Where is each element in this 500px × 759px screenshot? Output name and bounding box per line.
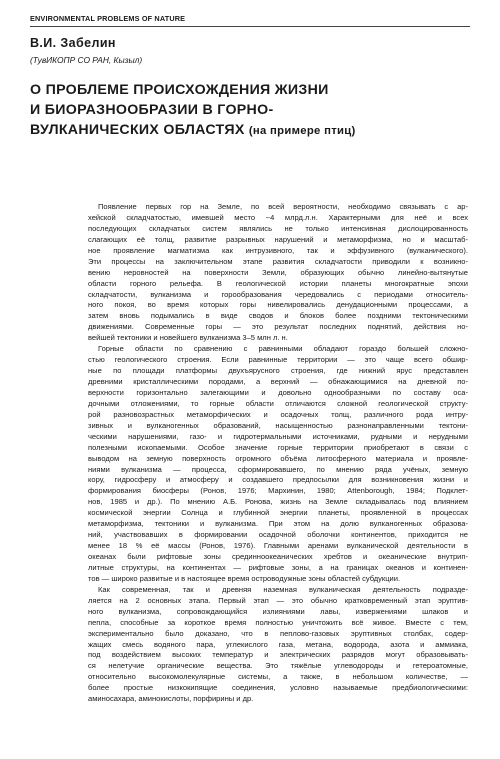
body-text-line: выводом на земную поверхность огромного объёма литосферного материала и проявле- — [88, 453, 468, 463]
body-text-line: метаморфизма, тектоники и вулканизма. При этом на долю вулканогенных образова- — [88, 519, 468, 529]
body-text-line: движениями. Современные горы — это результат последних поднятий, действия но- — [88, 322, 468, 332]
body-text-line: верхности горизонтально залегающими и довольно однообразными по составу оса- — [88, 387, 468, 397]
body-text-line: хейской складчатостью, имевшей место ~4 млрд.л.н. Характерными для неё и всех — [88, 212, 468, 222]
paragraph — [88, 202, 468, 344]
paragraph — [88, 344, 468, 585]
article-title — [30, 80, 475, 141]
author-affiliation: (ТувИКОПР СО РАН, Кызыл) — [30, 55, 143, 65]
title-line: И БИОРАЗНООБРАЗИИ В ГОРНО- — [30, 102, 274, 118]
body-text-line: затем вновь подымались в виде сводов и блоков более поздними тектоническими — [88, 311, 468, 321]
body-text-line: формирования биосферы (Ронов, 1976; Мархинин, 1980; Attenborough, 1984; Подклет- — [88, 486, 468, 496]
body-text-line: полезными ископаемыми. Особое значение горные территории приобретают в связи с — [88, 442, 468, 452]
body-text-line: рой разновозрастных метаморфических и осадочных толщ, различного рода интру- — [88, 409, 468, 419]
body-text-line: складчатости, вулканизма и горообразования чередовались с периодами относитель- — [88, 289, 468, 299]
body-text-line: Горные области по сравнению с равнинными обладают гораздо большей сложно- — [98, 344, 468, 354]
body-text-line: ний, участвовавших в формировании осадочной оболочки континентов, приходится не — [88, 530, 468, 540]
body-text-line: космической энергии Солнца и глубинной энергии планеты, проявленной в процессах — [88, 508, 468, 518]
body-text-line: под воздействием высоких температур и электрических разрядов могут образовывать- — [88, 650, 468, 660]
body-text-line: ного вулканизма, сопровождающийся излияниями лавы, извержениями шлаков и — [88, 606, 468, 616]
body-text-line: ниями вулканизма — процесса, сформировавшего, по мнению ряда учёных, земную — [88, 464, 468, 474]
body-text-line: океанах были рифтовые зоны срединноокеанических хребтов и океанические внутрип- — [88, 552, 468, 562]
body-text-line: относительно высокомолекулярные системы, а также, в небольшом количестве, — — [88, 672, 468, 682]
body-text-line: кору, гидросферу и атмосферу и создавшего предпосылки для возникновения жизни и — [88, 475, 468, 485]
body-text-line: аминосахара, аминокислоты, порфирины и др. — [88, 694, 254, 704]
body-text-line: более простые низкокипящие соединения, условно называемые предбиологическими: — [88, 683, 468, 693]
body-text-line: литные структуры, на континентах — рифтовые зоны, а на границах океанов и континен- — [88, 562, 468, 572]
article-body — [88, 202, 468, 705]
journal-section-header: ENVIRONMENTAL PROBLEMS OF NATURE — [30, 14, 186, 23]
paragraph — [88, 585, 468, 705]
body-text-line: Появление первых гор на Земле, по всей вероятности, необходимо связывать с ар- — [98, 202, 468, 211]
body-text-line: ся нелетучие органические вещества. Это тяжёлые углеводороды и гетероатомные, — [88, 661, 468, 671]
body-text-line: зивных и вулканогенных образований, насыщенностью разнонаправленными тектони- — [88, 420, 468, 430]
body-text-line: дочными отложениями, то горные области отличаются сложной геологической структу- — [88, 398, 468, 408]
body-text-line: жащих смесь водяного пара, углекислого газа, метана, водорода, азота и аммиака, — [88, 639, 468, 649]
body-text-line: ные по площади платформы двухъярусного строения, где нижний ярус представлен — [88, 366, 468, 376]
body-text-line: менее 18 % её массы (Ронов, 1976). Главными аренами вулканической деятельности в — [88, 541, 468, 551]
body-text-line: ного покоя, во время которых горы нивелировались денудационными процессами, а — [88, 300, 468, 310]
body-text-line: ное проявление магматизма как интрузивного, так и эффузивного (вулканического). — [88, 245, 468, 255]
body-text-line: древними кристаллическими породами, а верхний — обнажающимися на дневной по- — [88, 377, 468, 387]
body-text-line: вению неровностей на поверхности Земли, образующих обычно линейно-вытянутые — [88, 267, 468, 277]
title-suffix: (на примере птиц) — [248, 125, 356, 137]
title-line — [30, 120, 475, 141]
body-text-line: ляется на 2 основных этапа. Первый этап — это обычно кратковременный этап эруптив- — [88, 595, 468, 605]
header-divider — [30, 26, 470, 27]
body-text-line: Эти процессы на заключительном этапе развития складчатости приводили к возникно- — [88, 256, 468, 266]
body-text-line: экспериментально было доказано, что в пеплово-газовых эруптивных столбах, содер- — [88, 628, 468, 638]
body-text-line: слагающих её толщ, развитие разрывных нарушений и метаморфизма, но и масштаб- — [88, 234, 468, 244]
body-text-line: области горного рельефа. В геологической истории планеты многократные эпохи — [88, 278, 468, 288]
title-line: О ПРОБЛЕМЕ ПРОИСХОЖДЕНИЯ ЖИЗНИ — [30, 82, 329, 98]
title-line-text: ВУЛКАНИЧЕСКИХ ОБЛАСТЯХ — [30, 122, 245, 138]
body-text-line: вейшей тектоники и новейшего вулканизма 3–5 млн л. н. — [88, 333, 288, 343]
body-text-line: пепла, способные за короткое время полностью уничтожить всё живое. Вместе с тем, — [88, 617, 468, 627]
body-text-line: ческими нарушениями, газо- и гидротермальными источниками, рудными и нерудными — [88, 431, 468, 441]
body-text-line: Как современная, так и древняя наземная вулканическая деятельность подразде- — [98, 584, 468, 594]
body-text-line: нов, 1985 и др.). По мнению А.Б. Ронова, жизнь на Земле складывалась под влиянием — [88, 497, 468, 507]
article-author: В.И. Забелин — [30, 36, 116, 50]
body-text-line: стью геологического строения. Если равнинные территории — это чаще всего обшир- — [88, 355, 468, 365]
body-text-line: тов — широко развитые и в настоящее время островодужные зоны областей субдукции. — [88, 573, 401, 583]
body-text-line: последующих складчатых систем являлись не только интенсивная дислоцированность — [88, 223, 468, 233]
